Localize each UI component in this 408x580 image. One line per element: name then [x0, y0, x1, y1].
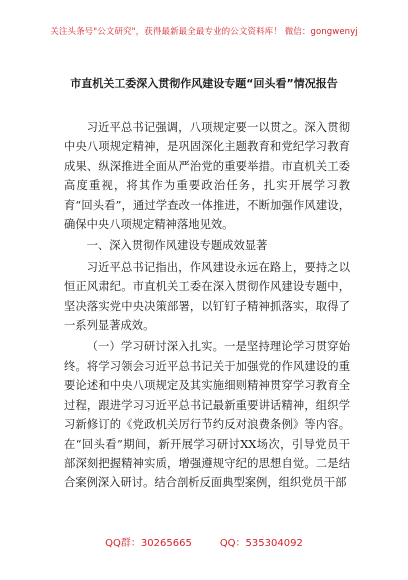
paragraph-study: （一）学习研讨深入扎实。一是坚持理论学习贯穿始终。将学习领会习近平总书记关于加强党的作风建设的重要论述和中央八项规定及其实施细则精神贯穿学习教育全过程，跟进学习习近平总书记最新重要讲话精神，组织学习新修订的《党政机关厉行节约反对浪费条例》等内容。在“回头看”期间，新开展学习研讨XX场次，引导党员干部深刻把握精神实质，增强遵规守纪的思想自觉。二是结合案例深入研讨。结合剖析反面典型案例，组织党员干部 [64, 340, 350, 490]
document-title: 市直机关工委深入贯彻作风建设专题“回头看”情况报告 [70, 77, 338, 90]
paragraph-section-intro: 习近平总书记指出，作风建设永远在路上，要持之以恒正风肃纪。市直机关工委在深入贯彻作风建设专题中，坚决落实党中央决策部署，以钉钉子精神抓落实，取得了一系列显著成效。 [64, 260, 350, 333]
footer-contact [0, 534, 408, 549]
section-heading: 一、深入贯彻作风建设专题成效显著 [86, 239, 268, 253]
qq-text: QQ：535304092 [219, 538, 303, 549]
qq-group-text: QQ群：30265665 [105, 538, 192, 549]
paragraph-intro: 习近平总书记强调，八项规定要一以贯之。深入贯彻中央八项规定精神，是巩固深化主题教育和党纪学习教育成果、纵深推进全面从严治党的重要举措。市直机关工委高度重视，将其作为重要政治任务，扎实开展学习教育“回头看”，通过学查改一体推进，不断加强作风建设，确保中央八项规定精神落地见效。 [64, 121, 350, 232]
document-body [64, 118, 350, 493]
promo-banner: 关注头条号"公文研究"，获得最新最全最专业的公文资料库！ 微信：gongwenyj [50, 27, 358, 37]
